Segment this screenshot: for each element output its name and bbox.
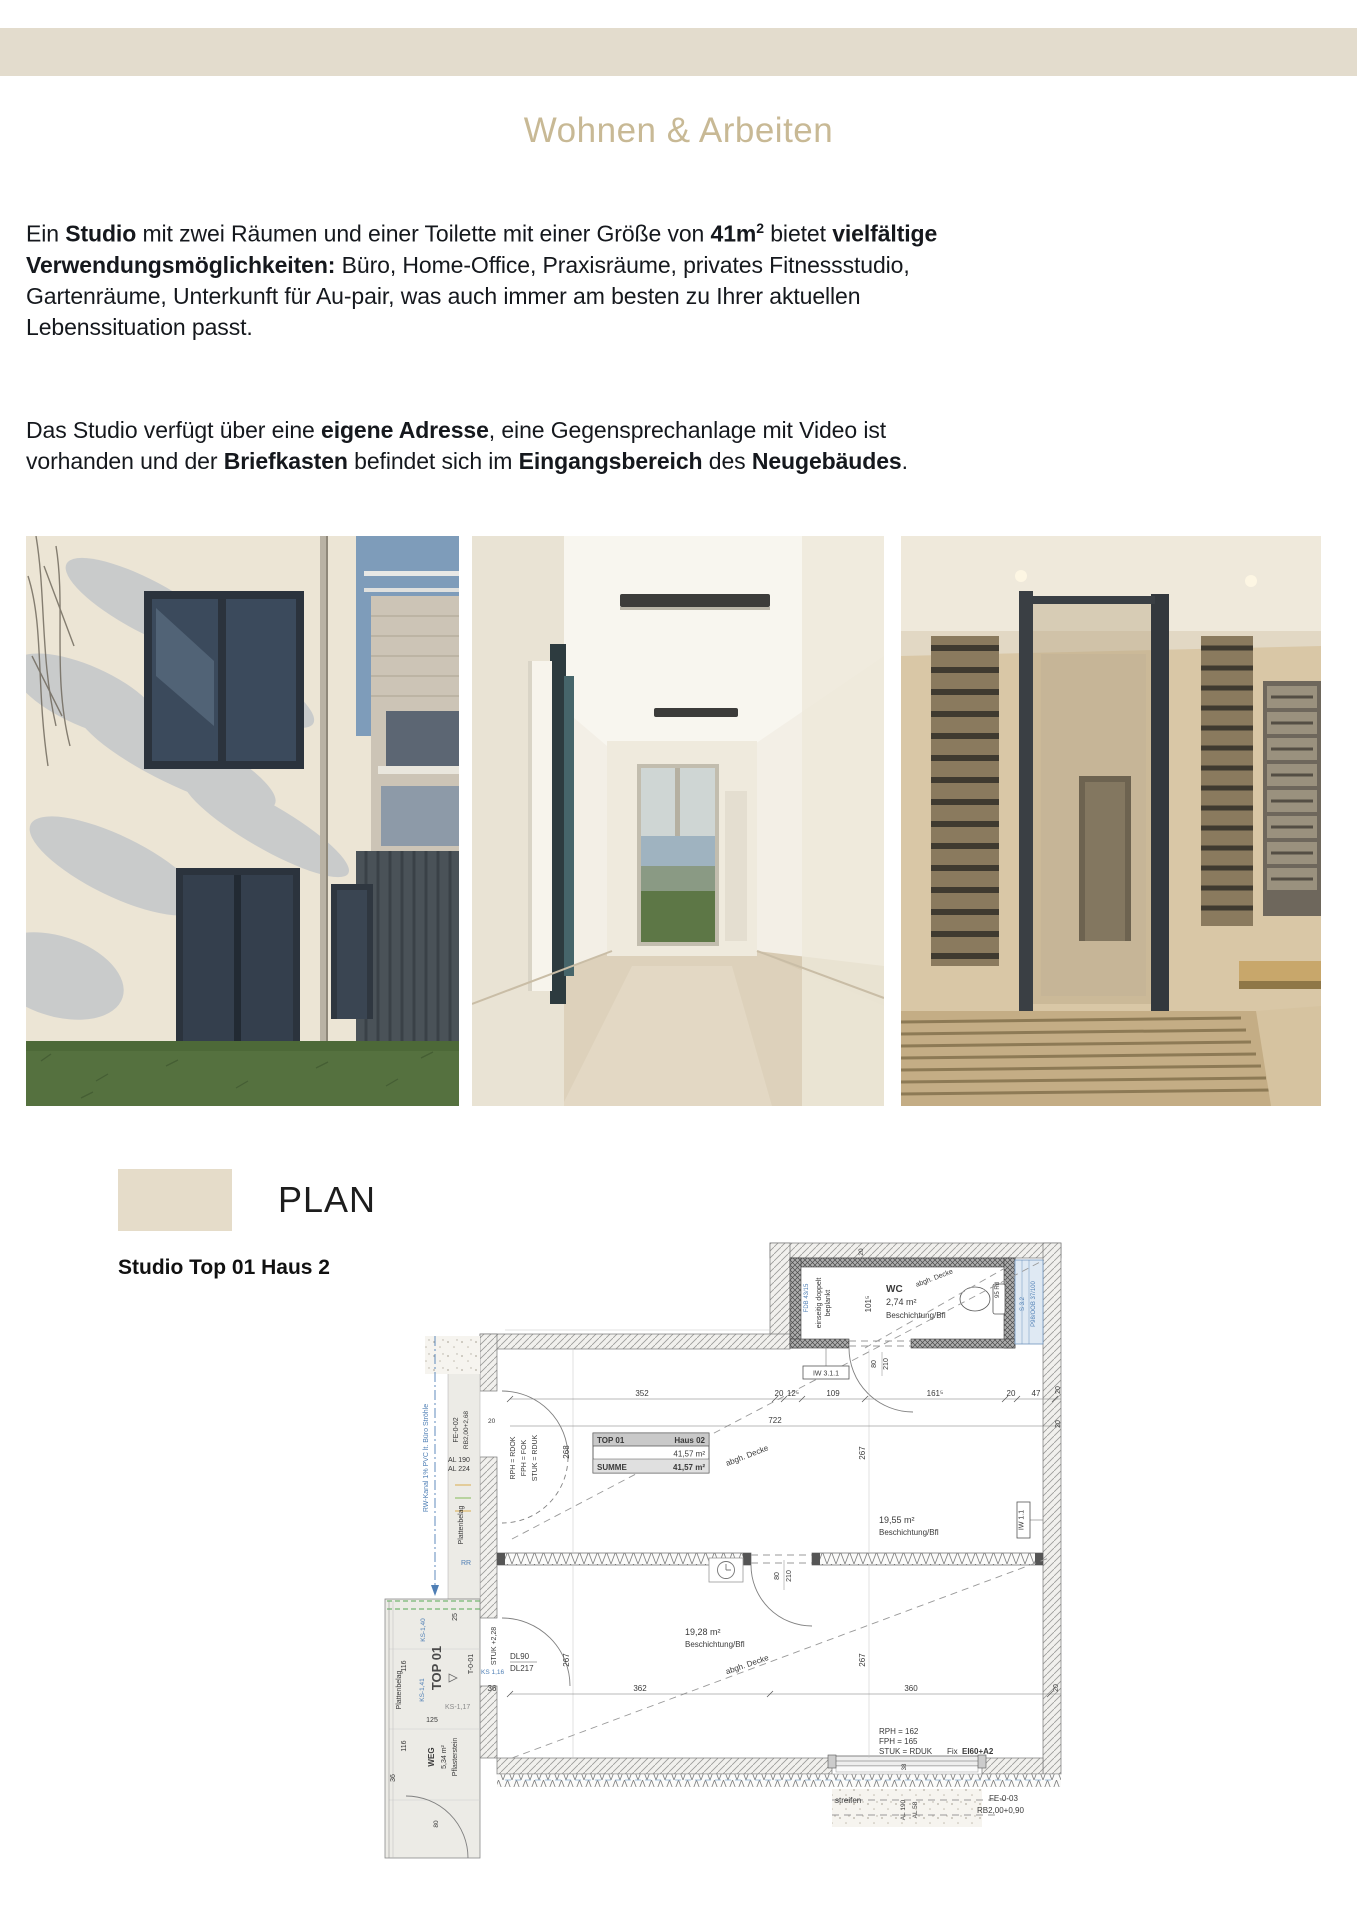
svg-text:Plattenbelag: Plattenbelag	[396, 1670, 403, 1710]
wc-door-arc	[849, 1348, 913, 1412]
insulation-band	[497, 1774, 1061, 1787]
svg-text:P98/OOB 37/100: P98/OOB 37/100	[1031, 1281, 1037, 1327]
room1-area: 19,55 m²	[879, 1515, 915, 1525]
text-run: Briefkasten	[223, 448, 348, 474]
text-run: bietet	[763, 220, 833, 247]
room1-coat: Beschichtung/Bfl	[879, 1528, 939, 1537]
text-run: , eine Gegensprechanlage mit Video ist	[488, 417, 887, 443]
text-run: mit zwei Räumen und einer Toilette mit einer Größe von	[136, 220, 711, 247]
svg-text:Haus 02: Haus 02	[674, 1436, 705, 1445]
svg-text:20: 20	[858, 1248, 865, 1256]
room2-coat: Beschichtung/Bfl	[685, 1640, 745, 1649]
svg-text:TOP 01: TOP 01	[429, 1645, 444, 1691]
photo-entrance-area-art	[901, 536, 1321, 1106]
wall-tag-iw311	[803, 1348, 849, 1379]
svg-text:DL90: DL90	[510, 1652, 530, 1661]
svg-text:80: 80	[433, 1820, 440, 1828]
plan-section-title: PLAN	[278, 1179, 377, 1220]
svg-text:einseitig doppelt: einseitig doppelt	[816, 1277, 823, 1329]
svg-text:210: 210	[883, 1358, 890, 1370]
ceiling-diagonal-2	[512, 1558, 1049, 1758]
floor-plan	[305, 1240, 1065, 1860]
text-run: des	[702, 448, 752, 474]
wall-top-band	[770, 1243, 1061, 1258]
text-run: Eingangsbereich	[518, 448, 703, 474]
text-run: Ein	[26, 220, 66, 247]
header-bar	[0, 28, 1357, 76]
door-dl90	[510, 1652, 537, 1673]
svg-text:20: 20	[774, 1389, 784, 1398]
svg-text:AL 58: AL 58	[912, 1801, 919, 1819]
photo-interior-hallway	[472, 536, 884, 1106]
svg-text:KS-1,17: KS-1,17	[445, 1704, 471, 1711]
svg-text:38: 38	[902, 1763, 908, 1771]
photo-building-exterior	[26, 536, 459, 1106]
wall-tag-iw11	[1017, 1502, 1043, 1538]
svg-text:47: 47	[1031, 1389, 1041, 1398]
dim-268: 268	[562, 1445, 571, 1459]
svg-text:IW 3.1.1: IW 3.1.1	[812, 1370, 840, 1378]
svg-text:267: 267	[858, 1653, 867, 1667]
wall-wc-left	[770, 1243, 790, 1348]
svg-text:Fix: Fix	[947, 1747, 958, 1756]
level-block-entry	[510, 1434, 539, 1481]
text-run: befindet sich im	[347, 448, 519, 474]
svg-text:12⁵: 12⁵	[786, 1389, 800, 1398]
text-run: Lebenssituation passt.	[26, 313, 253, 340]
svg-text:KS-1,40: KS-1,40	[420, 1618, 427, 1642]
svg-text:20: 20	[1053, 1684, 1060, 1692]
svg-text:SUMME: SUMME	[597, 1463, 627, 1472]
svg-text:125: 125	[426, 1717, 438, 1724]
mid-door-gap	[751, 1555, 812, 1563]
svg-text:KS 1,16: KS 1,16	[481, 1669, 505, 1676]
dimension-row-second	[473, 1416, 1062, 1428]
svg-text:streifen: streifen	[835, 1796, 862, 1805]
svg-text:80: 80	[871, 1360, 878, 1368]
svg-text:STUK +2,28: STUK +2,28	[491, 1626, 498, 1666]
photo-entrance-area	[901, 536, 1321, 1106]
area-table	[593, 1433, 709, 1473]
svg-text:20: 20	[1055, 1420, 1062, 1428]
svg-text:352: 352	[635, 1389, 649, 1398]
plan-swatch	[118, 1169, 232, 1231]
svg-text:STUK = RDUK: STUK = RDUK	[879, 1747, 933, 1756]
svg-text:5,34 m²: 5,34 m²	[441, 1745, 448, 1769]
text-run: eigene Adresse	[321, 417, 489, 443]
wall-bottom-b	[982, 1758, 1043, 1774]
photo-row	[26, 536, 1326, 1106]
fe-0-02: FE-0-02	[453, 1417, 460, 1443]
svg-text:IW 1.1: IW 1.1	[1018, 1509, 1026, 1531]
ceiling-note: abgh. Decke	[724, 1443, 770, 1468]
page-title: Wohnen & Arbeiten	[523, 111, 834, 151]
svg-text:beplankt: beplankt	[825, 1289, 832, 1317]
svg-text:Pflasterstein: Pflasterstein	[452, 1737, 459, 1777]
svg-text:722: 722	[768, 1416, 782, 1425]
plan-subtitle: Studio Top 01 Haus 2	[118, 1256, 330, 1279]
wall-bottom-a	[497, 1758, 832, 1774]
svg-text:EI60+A2: EI60+A2	[962, 1747, 994, 1756]
svg-text:TOP 01: TOP 01	[597, 1436, 625, 1445]
svg-text:S 3.2: S 3.2	[1020, 1296, 1026, 1312]
ground-texture	[832, 1789, 982, 1827]
svg-text:abgh. Decke: abgh. Decke	[724, 1653, 770, 1677]
svg-text:36: 36	[390, 1774, 397, 1782]
svg-text:360: 360	[904, 1684, 918, 1693]
text-run: .	[901, 448, 908, 474]
photo-interior-hallway-art	[472, 536, 884, 1106]
svg-text:WEG: WEG	[427, 1747, 436, 1767]
svg-text:AL 224: AL 224	[448, 1466, 470, 1473]
svg-text:20: 20	[1055, 1386, 1062, 1394]
wall-left-b	[480, 1457, 497, 1618]
svg-text:362: 362	[633, 1684, 647, 1693]
wall-top	[480, 1334, 790, 1349]
svg-text:AL 190: AL 190	[900, 1799, 907, 1821]
svg-text:abgh. Decke: abgh. Decke	[914, 1268, 955, 1289]
text-run: 41m	[710, 220, 757, 247]
intro-paragraph	[26, 213, 1276, 343]
svg-text:RB2,00+2,68: RB2,00+2,68	[463, 1410, 470, 1450]
svg-text:RPH = RDOK: RPH = RDOK	[510, 1436, 517, 1480]
svg-text:20: 20	[1006, 1389, 1016, 1398]
svg-text:Beschichtung/Bfl: Beschichtung/Bfl	[886, 1311, 946, 1320]
svg-text:FDB 43/15: FDB 43/15	[804, 1283, 810, 1313]
svg-text:WC: WC	[886, 1284, 903, 1295]
arrow-down-icon	[431, 1585, 439, 1596]
text-run: Büro, Home-Office, Praxisräume, privates Fitnessstudio,	[335, 251, 910, 278]
text-run: Verwendungsmöglichkeiten:	[26, 251, 336, 278]
rw-kanal-label: RW-Kanal 1% PVC lt. Büro Ströhle	[423, 1403, 430, 1513]
svg-text:116: 116	[401, 1660, 408, 1672]
svg-text:41,57 m²: 41,57 m²	[673, 1449, 705, 1459]
plaster-patch	[425, 1336, 480, 1374]
wc-door-gap	[849, 1341, 911, 1346]
svg-text:116: 116	[401, 1740, 408, 1752]
text-run: Das Studio verfügt über eine	[26, 417, 321, 443]
dimension-row-bottom	[488, 1684, 1061, 1697]
svg-text:41,57 m²: 41,57 m²	[672, 1463, 705, 1472]
svg-text:AL 190: AL 190	[448, 1457, 470, 1464]
svg-text:36: 36	[487, 1684, 497, 1693]
svg-text:STUK = RDUK: STUK = RDUK	[532, 1434, 539, 1482]
svg-text:161⁵: 161⁵	[926, 1389, 944, 1398]
text-run: Studio	[65, 220, 137, 247]
dim-267: 267	[858, 1446, 867, 1460]
wall-left-a	[480, 1334, 497, 1391]
svg-text:FE-0-03: FE-0-03	[989, 1794, 1018, 1803]
mid-door-arc	[751, 1565, 812, 1626]
svg-text:95 Rd: 95 Rd	[995, 1281, 1001, 1299]
svg-text:267: 267	[562, 1653, 571, 1667]
photo-building-exterior-art	[26, 536, 459, 1106]
wall-right	[1043, 1243, 1061, 1774]
text-run: vorhanden und der	[26, 448, 224, 474]
text-run: 2	[756, 220, 764, 236]
svg-text:109: 109	[826, 1389, 840, 1398]
text-run: Neugebäudes	[751, 448, 902, 474]
svg-text:2,74 m²: 2,74 m²	[886, 1297, 917, 1307]
svg-text:RR: RR	[461, 1560, 472, 1567]
room2-area: 19,28 m²	[685, 1627, 721, 1637]
svg-text:210: 210	[786, 1570, 793, 1582]
text-run: vielfältige	[832, 220, 938, 247]
svg-text:25: 25	[452, 1613, 459, 1621]
dimension-row-top	[507, 1386, 1062, 1402]
clock-icon	[709, 1558, 743, 1582]
svg-text:101⁵: 101⁵	[864, 1295, 873, 1313]
wall-left-c	[480, 1686, 497, 1758]
plan-section-header	[118, 1169, 376, 1231]
svg-text:DL217: DL217	[510, 1664, 534, 1673]
svg-text:80: 80	[774, 1572, 781, 1580]
address-paragraph	[26, 415, 1276, 477]
svg-text:20: 20	[488, 1418, 496, 1425]
svg-text:KS-1,41: KS-1,41	[419, 1678, 426, 1702]
svg-text:Plattenbelag: Plattenbelag	[458, 1505, 465, 1545]
svg-text:FPH = FOK: FPH = FOK	[521, 1439, 528, 1477]
text-run: Gartenräume, Unterkunft für Au-pair, was auch immer am besten zu Ihrer aktuellen	[26, 282, 861, 309]
svg-text:RB2,00+0,90: RB2,00+0,90	[977, 1806, 1024, 1815]
svg-text:RPH = 162: RPH = 162	[879, 1727, 919, 1736]
svg-text:FPH = 165: FPH = 165	[879, 1737, 918, 1746]
svg-text:T-0-01: T-0-01	[468, 1653, 475, 1675]
